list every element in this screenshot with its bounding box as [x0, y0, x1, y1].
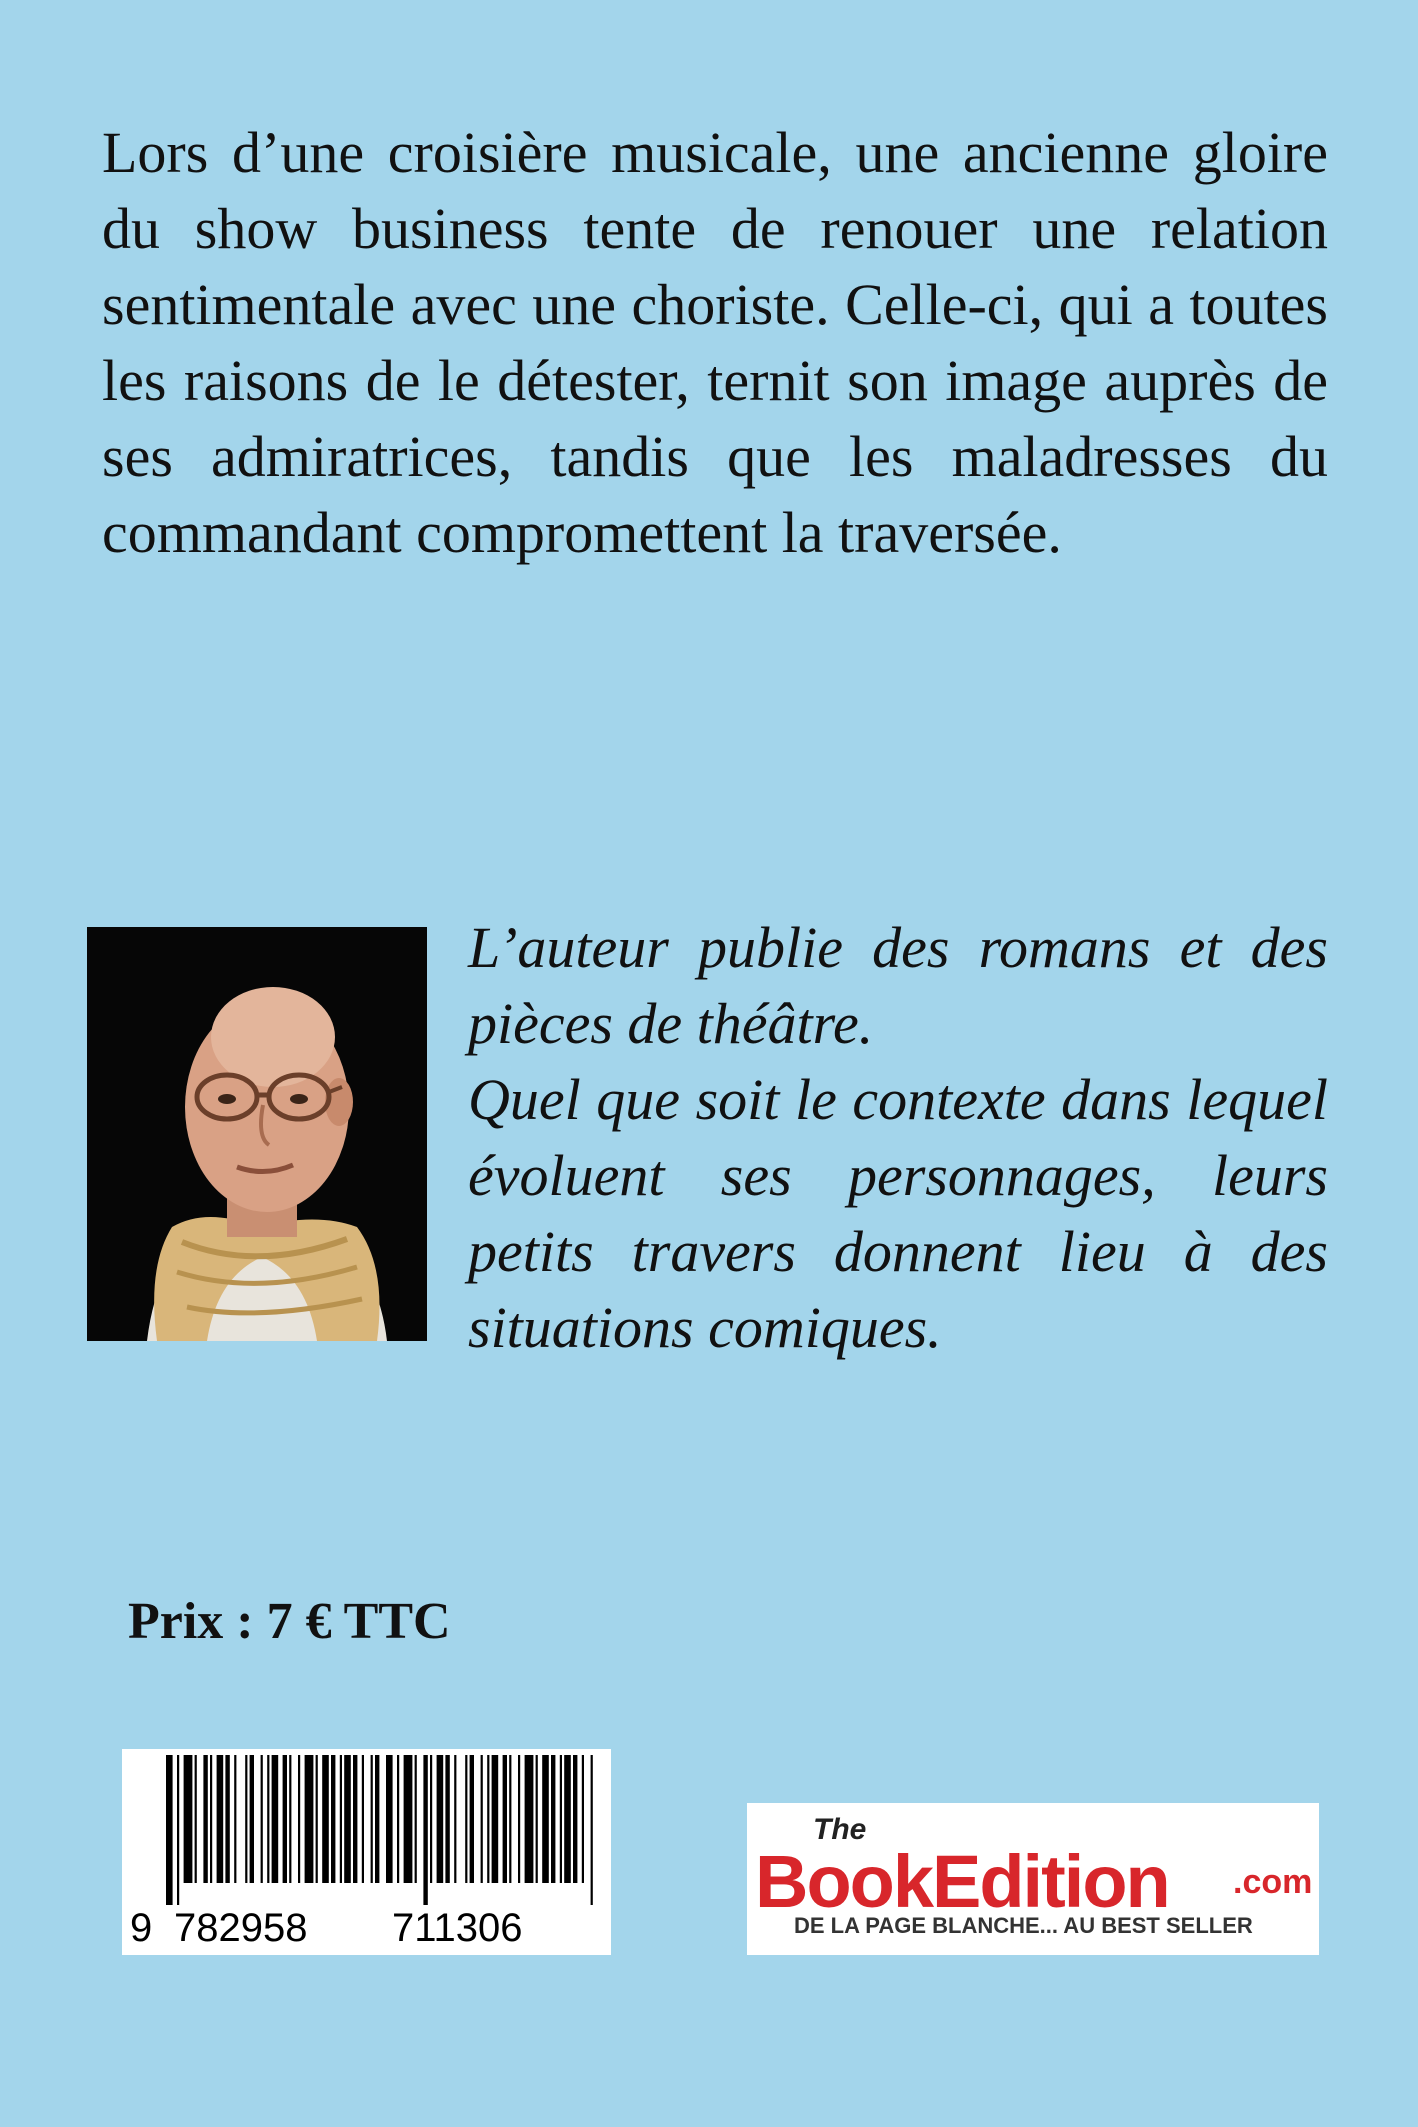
barcode-bar [225, 1755, 229, 1883]
logo-brand-o: o [1082, 1840, 1126, 1923]
barcode-bar [217, 1755, 224, 1883]
bio-paragraph-1: L’auteur publie des romans et des pièces de théâtre. [468, 915, 1328, 1056]
barcode-bar [316, 1755, 318, 1883]
author-bio [468, 910, 1328, 1366]
back-cover-blurb: Lors d’une croisière musicale, une ancienne gloire du show business tente de renouer une relation sentimentale avec une choriste. Celle-ci, qui a toutes les raisons de le détester, ternit son image auprès de ses admiratrices, tandis que les maladresses du commandant compromettent la traversée. [102, 120, 1328, 565]
logo-brand-end: n [1125, 1840, 1169, 1923]
barcode-bar [591, 1755, 593, 1905]
logo-brand-main: BookEditi [755, 1840, 1083, 1923]
barcode-bar [353, 1755, 357, 1883]
barcode-bar [371, 1755, 373, 1883]
barcode-bar [195, 1755, 197, 1883]
barcode-bar [492, 1755, 499, 1883]
barcode-bar [177, 1755, 179, 1905]
barcode-bar [481, 1755, 483, 1883]
barcode-bar [564, 1755, 571, 1883]
barcode-group-1: 782958 [174, 1906, 308, 1950]
barcode-bar [470, 1755, 474, 1883]
barcode-bar [166, 1755, 173, 1905]
barcode-bar [542, 1755, 549, 1883]
barcode-bar [322, 1755, 329, 1883]
publisher-logo [747, 1803, 1319, 1955]
barcode-bar [582, 1755, 584, 1883]
barcode-bar [261, 1755, 263, 1883]
barcode-bar [250, 1755, 254, 1883]
barcode-bar [560, 1755, 562, 1883]
barcode-bar [415, 1755, 417, 1883]
isbn-barcode [122, 1749, 611, 1955]
barcode-bar [430, 1755, 432, 1883]
barcode-bar [536, 1755, 538, 1883]
barcode-bars [122, 1749, 611, 1909]
barcode-bar [437, 1755, 444, 1883]
barcode-bar [283, 1755, 287, 1883]
barcode-bar [525, 1755, 534, 1883]
logo-dotcom: .com [1233, 1863, 1313, 1901]
barcode-bar [331, 1755, 335, 1883]
barcode-bar [503, 1755, 507, 1883]
logo-tagline: DE LA PAGE BLANCHE... AU BEST SELLER [794, 1913, 1253, 1938]
barcode-bar [289, 1755, 291, 1883]
barcode-bar [386, 1755, 393, 1883]
bio-paragraph-2: Quel que soit le contexte dans lequel évoluent ses personnages, leurs petits travers donnent lieu à des situations comiques. [468, 1067, 1328, 1360]
barcode-bar [465, 1755, 467, 1883]
price-label: Prix : 7 € TTC [128, 1593, 451, 1650]
barcode-bar [397, 1755, 399, 1883]
barcode-bar [423, 1755, 427, 1905]
barcode-bar [340, 1755, 342, 1883]
barcode-bar [518, 1755, 520, 1883]
barcode-bar [509, 1755, 511, 1883]
barcode-group-2: 711306 [392, 1906, 523, 1950]
barcode-bar [210, 1755, 212, 1883]
barcode-bar [267, 1755, 269, 1883]
barcode-bar [404, 1755, 413, 1883]
barcode-bar [375, 1755, 379, 1883]
barcode-bar [305, 1755, 314, 1883]
barcode-bar [298, 1755, 300, 1883]
logo-brand-text [755, 1839, 1169, 1924]
barcode-bar [344, 1755, 351, 1883]
barcode-bar [272, 1755, 279, 1883]
barcode-bar [234, 1755, 236, 1883]
barcode-bar [454, 1755, 456, 1883]
barcode-bar [203, 1755, 207, 1883]
logo-the-text: The [813, 1813, 867, 1846]
barcode-bar [362, 1755, 364, 1883]
author-portrait-image [87, 927, 427, 1341]
barcode-bar [445, 1755, 449, 1883]
barcode-bar [245, 1755, 247, 1883]
barcode-bar [487, 1755, 489, 1883]
barcode-digit-first: 9 [130, 1906, 153, 1950]
author-photo [87, 927, 427, 1341]
barcode-bar [551, 1755, 555, 1883]
barcode-bar [573, 1755, 577, 1883]
barcode-bar [184, 1755, 193, 1883]
